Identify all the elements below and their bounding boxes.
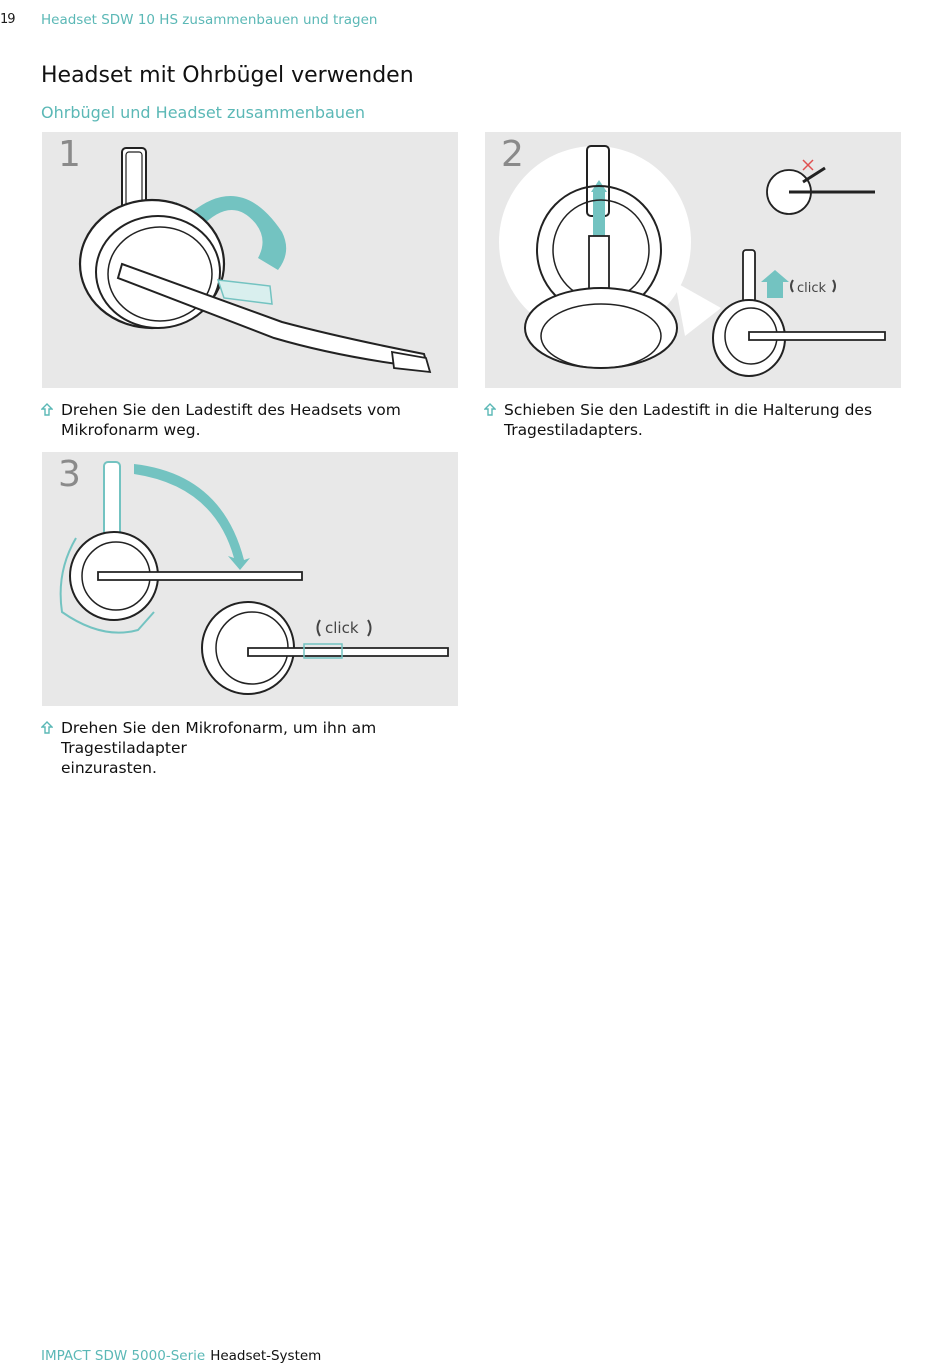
page-footer <box>41 1348 321 1364</box>
arrow-up-icon <box>484 400 504 416</box>
footer-series: IMPACT SDW 5000-Serie <box>41 1348 206 1364</box>
step-number-2: 2 <box>501 134 524 175</box>
step-number-3: 3 <box>58 454 81 495</box>
headset-rotate-pin-illustration <box>42 132 458 388</box>
instruction-step-1 <box>41 400 461 440</box>
figure-step-3 <box>42 452 458 706</box>
instruction-text-3: Drehen Sie den Mikrofonarm, um ihn am Tragestiladapter einzurasten. <box>61 719 377 777</box>
arrow-up-icon <box>41 718 61 734</box>
step-number-1: 1 <box>58 134 81 175</box>
subsection-title: Ohrbügel und Headset zusammenbauen <box>41 103 365 122</box>
click-label-2: click <box>797 281 827 296</box>
click-label-3: click <box>325 619 359 637</box>
page-number: 19 <box>0 12 15 27</box>
instruction-step-3 <box>41 718 481 778</box>
instruction-text-1: Drehen Sie den Ladestift des Headsets vom Mikrofonarm weg. <box>61 401 401 439</box>
footer-product: Headset-System <box>210 1348 322 1364</box>
figure-step-1 <box>42 132 458 388</box>
running-header: Headset SDW 10 HS zusammenbauen und tragen <box>41 12 378 28</box>
pin-into-adapter-illustration <box>485 132 901 388</box>
section-title: Headset mit Ohrbügel verwenden <box>41 63 414 88</box>
figure-step-2 <box>485 132 901 388</box>
rotate-mic-arm-illustration <box>42 452 458 706</box>
instruction-text-2: Schieben Sie den Ladestift in die Halterung des Tragestiladapters. <box>504 401 873 439</box>
arrow-up-icon <box>41 400 61 416</box>
instruction-step-2 <box>484 400 924 440</box>
